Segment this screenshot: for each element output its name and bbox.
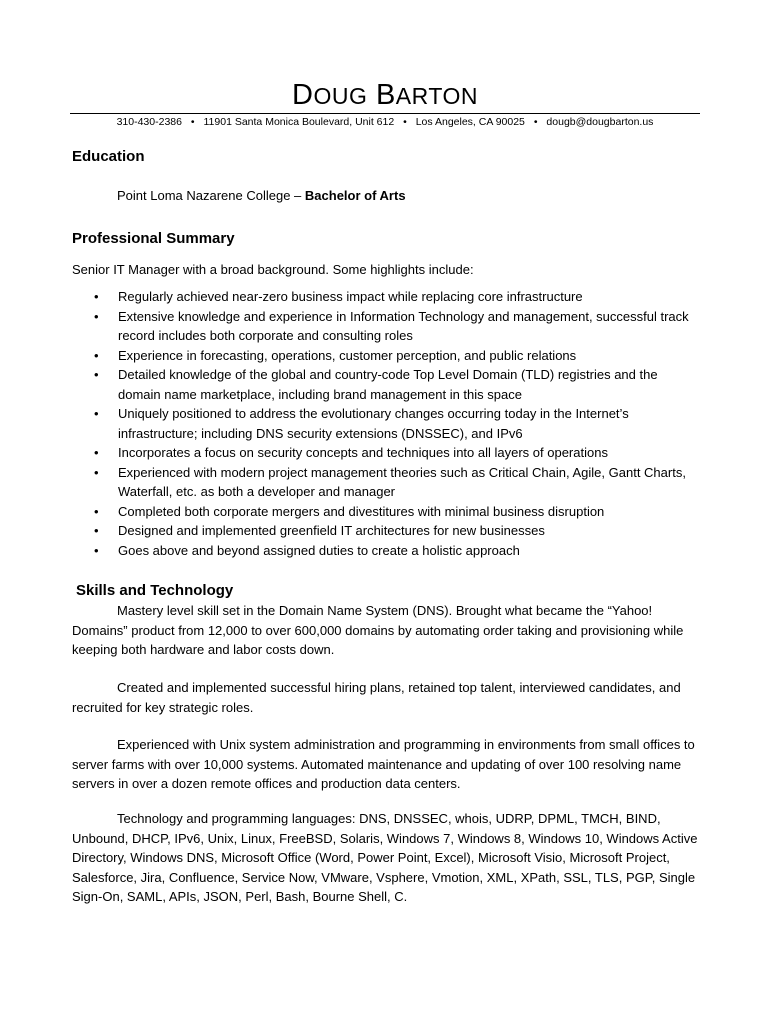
list-item: • Designed and implemented greenfield IT architectures for new businesses [72, 521, 702, 541]
bullet-icon: • [94, 464, 99, 480]
summary-heading: Professional Summary [72, 230, 235, 247]
name-first-rest: OUG [313, 83, 368, 109]
list-item: • Experience in forecasting, operations, customer perception, and public relations [72, 346, 702, 366]
education-degree: Bachelor of Arts [304, 188, 406, 203]
list-item: • Experienced with modern project management theories such as Critical Chain, Agile, Gantt Charts, Waterfall, etc. as both a developer and manager [94, 464, 686, 499]
bullet-icon: • [94, 445, 99, 460]
contact-email: dougb@dougbarton.us [546, 116, 654, 128]
contact-separator: • [533, 116, 538, 128]
skills-paragraph: Experienced with Unix system administration and programming in environments from small offices to server farms with over 10,000 systems. Automated maintenance and updating of over 100 resolving name servers in over a dozen remote offices and production data centers. [72, 737, 695, 791]
contact-line [70, 115, 700, 129]
bullet-icon: • [94, 308, 99, 324]
bullet-icon: • [94, 503, 99, 519]
bullet-icon: • [94, 347, 99, 363]
list-item: • Detailed knowledge of the global and country-code Top Level Domain (TLD) registries and the domain name marketplace, including brand management in this space [94, 367, 658, 402]
name-last-rest: ARTON [395, 83, 478, 109]
skills-paragraph: Mastery level skill set in the Domain Name System (DNS). Brought what became the “Yahoo! Domains” product from 12,000 to over 600,000 domains by automating order taking and provisioning while keeping both hardware and labor costs down. [72, 603, 684, 657]
contact-separator: • [190, 116, 195, 128]
contact-city: Los Angeles, CA 90025 [415, 116, 525, 128]
resume-name [0, 78, 770, 113]
list-item: • Incorporates a focus on security concepts and techniques into all layers of operations [72, 443, 702, 463]
contact-address: 11901 Santa Monica Boulevard, Unit 612 [203, 116, 395, 128]
education-dash: – [290, 188, 305, 203]
name-last-initial: B [375, 79, 396, 111]
summary-intro: Senior IT Manager with a broad background. Some highlights include: [72, 262, 474, 277]
name-first-initial: D [292, 79, 314, 111]
bullet-icon: • [94, 542, 99, 558]
education-heading: Education [72, 148, 145, 165]
list-item: • Regularly achieved near-zero business impact while replacing core infrastructure [72, 287, 702, 307]
bullet-icon: • [94, 523, 99, 538]
bullet-icon: • [94, 289, 99, 304]
summary-list [72, 287, 702, 560]
bullet-icon: • [94, 367, 99, 382]
list-item: • Completed both corporate mergers and divestitures with minimal business disruption [72, 502, 702, 522]
education-entry [117, 186, 406, 206]
header-divider [70, 113, 700, 114]
skills-paragraph: Technology and programming languages: DNS, DNSSEC, whois, UDRP, DPML, TMCH, BIND, Unbound, DHCP, IPv6, Unix, Linux, FreeBSD, Solaris, Windows 7, Windows 8, Windows 10, Windows Active Directory, Windows DNS, Microsoft Office (Word, Power Point, Excel), Microsoft Visio, Microsoft Project, Salesforce, Jira, Confluence, Service Now, VMware, Vsphere, Vmotion, XML, XPath, SSL, TLS, PGP, Single Sign-On, SAML, APIs, JSON, Perl, Bash, Bourne Shell, C. [72, 811, 698, 904]
list-item: • Goes above and beyond assigned duties to create a holistic approach [72, 541, 702, 561]
skills-heading: Skills and Technology [76, 582, 234, 599]
contact-phone: 310-430-2386 [116, 116, 182, 128]
list-item: • Extensive knowledge and experience in Information Technology and management, successful track record includes both corporate and consulting roles [94, 308, 689, 343]
skills-paragraph: Created and implemented successful hiring plans, retained top talent, interviewed candidates, and recruited for key strategic roles. [72, 680, 681, 715]
list-item: • Uniquely positioned to address the evolutionary changes occurring today in the Internet’s infrastructure; including DNS security extensions (DNSSEC), and IPv6 [94, 406, 629, 441]
contact-separator: • [403, 116, 407, 128]
bullet-icon: • [94, 406, 99, 421]
education-school: Point Loma Nazarene College [117, 188, 291, 203]
